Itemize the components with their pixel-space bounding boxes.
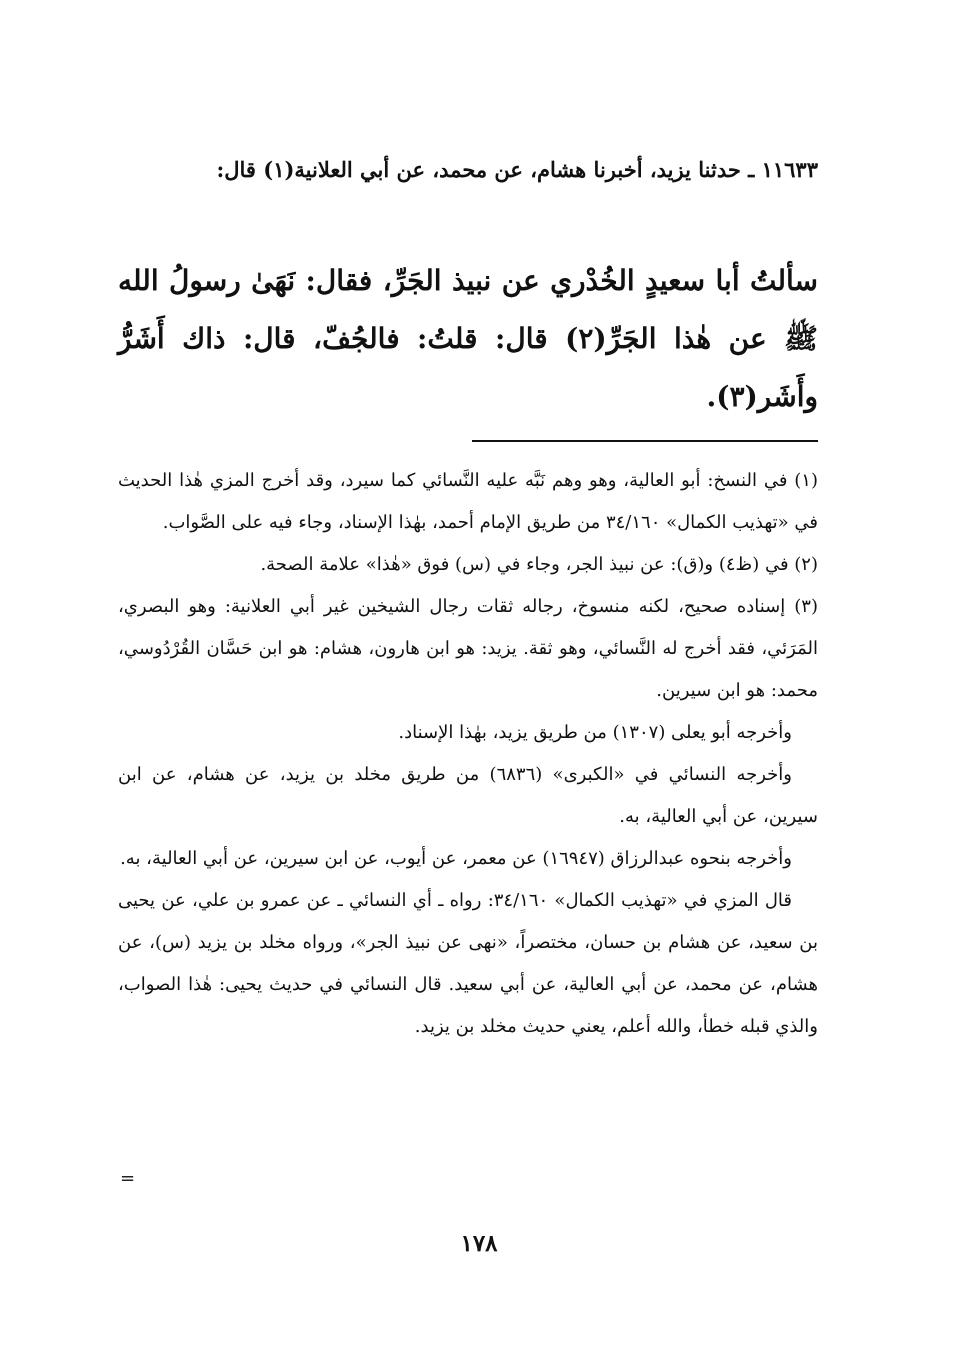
footnote-2: (٢) في (ظ٤) و(ق): عن نبيذ الجر، وجاء في (س) فوق «هٰذا» علامة الصحة. xyxy=(260,554,818,575)
footnote-3-paragraph: وأخرجه النسائي في «الكبرى» (٦٨٣٦) من طريق مخلد بن يزيد، عن هشام، عن ابن سيرين، عن أبي العالية، به. xyxy=(118,764,818,827)
footnote-3: (٣) إسناده صحيح، لكنه منسوخ، رجاله ثقات رجال الشيخين غير أبي العلانية: وهو البصري، المَرَئي، فقد أخرج له النَّسائي، وهو ثقة. يزيد: هو ابن هارون، هشام: هو ابن حَسَّان القُرْدُوسي، محمد: هو ابن سيرين. xyxy=(118,596,818,701)
continuation-mark: = xyxy=(120,1168,136,1189)
page-number: ١٧٨ xyxy=(460,1230,498,1257)
hadith-text: سألتُ أبا سعيدٍ الخُدْري عن نبيذ الجَرِّ، فقال: نَهَىٰ رسولُ الله ﷺ عن هٰذا الجَرِّ(٢) قال: قلتُ: فالجُفّ، قال: ذاك أَشَرُّ وأَشَر(٣). xyxy=(118,264,818,413)
footnote-3-paragraph: وأخرجه أبو يعلى (١٣٠٧) من طريق يزيد، بهٰذا الإسناد. xyxy=(398,722,792,743)
footnote-3-paragraph: وأخرجه بنحوه عبدالرزاق (١٦٩٤٧) عن معمر، عن أيوب، عن ابن سيرين، عن أبي العالية، به. xyxy=(120,848,792,869)
hadith-heading: ١١٦٣٣ ـ حدثنا يزيد، أخبرنا هشام، عن محمد، عن أبي العلانية(١) قال: xyxy=(216,157,818,182)
footnote-separator xyxy=(472,440,818,442)
footnotes xyxy=(118,460,818,1048)
footnote-1: (١) في النسخ: أبو العالية، وهو وهم نَبَّه عليه النَّسائي كما سيرد، وقد أخرج المزي هٰذا الحديث في «تهذيب الكمال» ٣٤/١٦٠ من طريق الإمام أحمد، بهٰذا الإسناد، وجاء فيه على الصَّواب. xyxy=(118,470,818,533)
footnote-3-paragraph: قال المزي في «تهذيب الكمال» ٣٤/١٦٠: رواه ـ أي النسائي ـ عن عمرو بن علي، عن يحيى بن سعيد، عن هشام بن حسان، مختصراً، «نهى عن نبيذ الجر»، ورواه مخلد بن يزيد (س)، عن هشام، عن محمد، عن أبي العالية، عن أبي سعيد. قال النسائي في حديث يحيى: هٰذا الصواب، والذي قبله خطأ، والله أعلم، يعني حديث مخلد بن يزيد. xyxy=(118,890,818,1037)
